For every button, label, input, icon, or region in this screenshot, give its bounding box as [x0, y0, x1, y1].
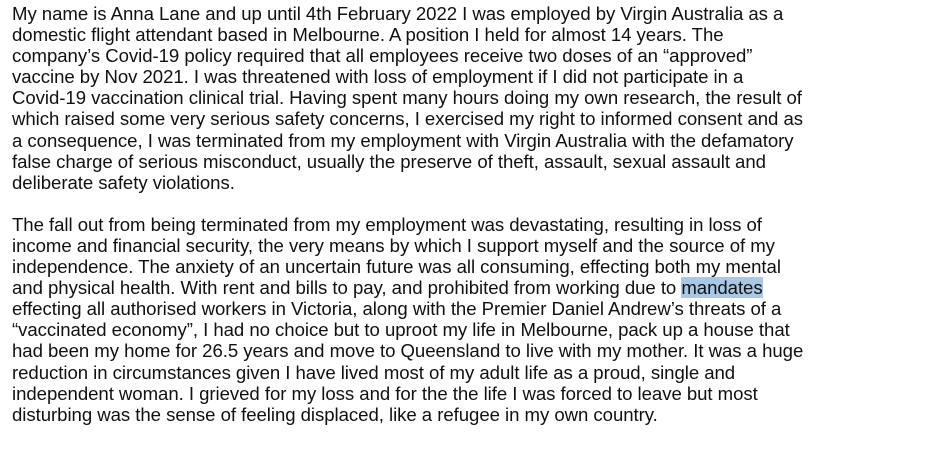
text-line: “vaccinated economy”, I had no choice but to uproot my life in Melbourne, pack up a house that — [12, 319, 790, 341]
text-line: false charge of serious misconduct, usually the preserve of theft, assault, sexual assault and — [12, 150, 766, 172]
text-line: vaccine by Nov 2021. I was threatened with loss of employment if I did not participate in a — [12, 66, 744, 88]
text-line: company’s Covid-19 policy required that all employees receive two doses of an “approved” — [12, 45, 753, 67]
text-line: deliberate safety violations. — [12, 171, 235, 193]
text-line: domestic flight attendant based in Melbourne. A position I held for almost 14 years. The — [12, 24, 724, 46]
text-segment: and physical health. With rent and bills to pay, and prohibited from working due to — [12, 277, 682, 299]
text-line: had been my home for 26.5 years and move to Queensland to live with my mother. It was a huge — [12, 340, 804, 362]
document-body — [12, 3, 928, 425]
text-line: independent woman. I grieved for my loss and for the the life I was forced to leave but most — [12, 382, 758, 404]
text-line: My name is Anna Lane and up until 4th February 2022 I was employed by Virgin Australia as a — [12, 3, 784, 24]
text-line: effecting all authorised workers in Victoria, along with the Premier Daniel Andrew’s threats of a — [12, 298, 782, 320]
text-line-with-selection — [12, 277, 928, 298]
text-line: income and financial security, the very means by which I support myself and the source of my — [12, 234, 775, 256]
text-line: Covid-19 vaccination clinical trial. Having spent many hours doing my own research, the result of — [12, 87, 802, 109]
text-line: The fall out from being terminated from my employment was devastating, resulting in loss of — [12, 213, 762, 235]
paragraph-2 — [12, 214, 928, 425]
text-line: a consequence, I was terminated from my employment with Virgin Australia with the defamatory — [12, 129, 794, 151]
text-line: disturbing was the sense of feeling displaced, like a refugee in my own country. — [12, 403, 658, 425]
selected-word-highlight[interactable]: mandates — [681, 277, 763, 299]
text-line: independence. The anxiety of an uncertain future was all consuming, effecting both my mental — [12, 256, 781, 278]
paragraph-1 — [12, 3, 928, 193]
text-line: which raised some very serious safety concerns, I exercised my right to informed consent and as — [12, 108, 804, 130]
text-line: reduction in circumstances given I have lived most of my adult life as a proud, single and — [12, 361, 736, 383]
